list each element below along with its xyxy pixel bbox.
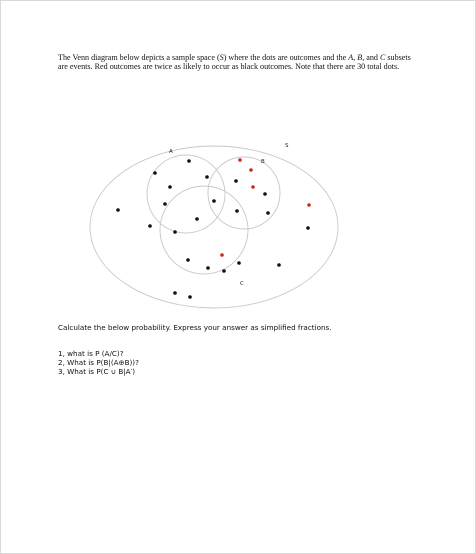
label-s: S bbox=[285, 143, 289, 149]
outcome-dots bbox=[116, 158, 311, 299]
outcome-dot bbox=[234, 179, 238, 183]
outcome-dot bbox=[186, 258, 190, 262]
question-list bbox=[58, 349, 418, 377]
label-c: C bbox=[240, 281, 244, 287]
instructions-text: Calculate the below probability. Express your answer as simplified fractions. bbox=[58, 323, 332, 332]
outcome-dot bbox=[238, 158, 242, 162]
outcome-dot bbox=[237, 261, 241, 265]
set-b-circle bbox=[208, 157, 280, 229]
outcome-dot bbox=[153, 171, 157, 175]
outcome-dot bbox=[306, 226, 310, 230]
outcome-dot bbox=[195, 217, 199, 221]
outcome-dot bbox=[212, 199, 216, 203]
outcome-dot bbox=[173, 230, 177, 234]
sample-space-ellipse bbox=[90, 146, 338, 308]
outcome-dot bbox=[266, 211, 270, 215]
outcome-dot bbox=[307, 203, 311, 207]
label-a: A bbox=[169, 149, 173, 155]
outcome-dot bbox=[251, 185, 255, 189]
outcome-dot bbox=[220, 253, 224, 257]
outcome-dot bbox=[205, 175, 209, 179]
outcome-dot bbox=[249, 168, 253, 172]
outcome-dot bbox=[235, 209, 239, 213]
outcome-dot bbox=[263, 192, 267, 196]
set-c-circle bbox=[160, 186, 248, 274]
outcome-dot bbox=[277, 263, 281, 267]
set-a-circle bbox=[147, 155, 225, 233]
outcome-dot bbox=[222, 269, 226, 273]
question-2: 2, What is P(B|(A⊕B))? bbox=[58, 358, 139, 368]
outcome-dot bbox=[188, 295, 192, 299]
question-1: 1, what is P (A/C)? bbox=[58, 349, 124, 358]
outcome-dot bbox=[173, 291, 177, 295]
question-3: 3, What is P(C ∪ B|A′) bbox=[58, 367, 136, 377]
outcome-dot bbox=[168, 185, 172, 189]
intro-paragraph: The Venn diagram below depicts a sample space (S) where the dots are outcomes and the A, B, and C subsets are events. Red outcomes are twice as likely to occur as black outcomes. Note that there are 30 total dots. bbox=[58, 53, 411, 72]
outcome-dot bbox=[148, 224, 152, 228]
outcome-dot bbox=[163, 202, 167, 206]
label-b: B bbox=[261, 159, 265, 165]
outcome-dot bbox=[206, 266, 210, 270]
outcome-dot bbox=[116, 208, 120, 212]
outcome-dot bbox=[187, 159, 191, 163]
